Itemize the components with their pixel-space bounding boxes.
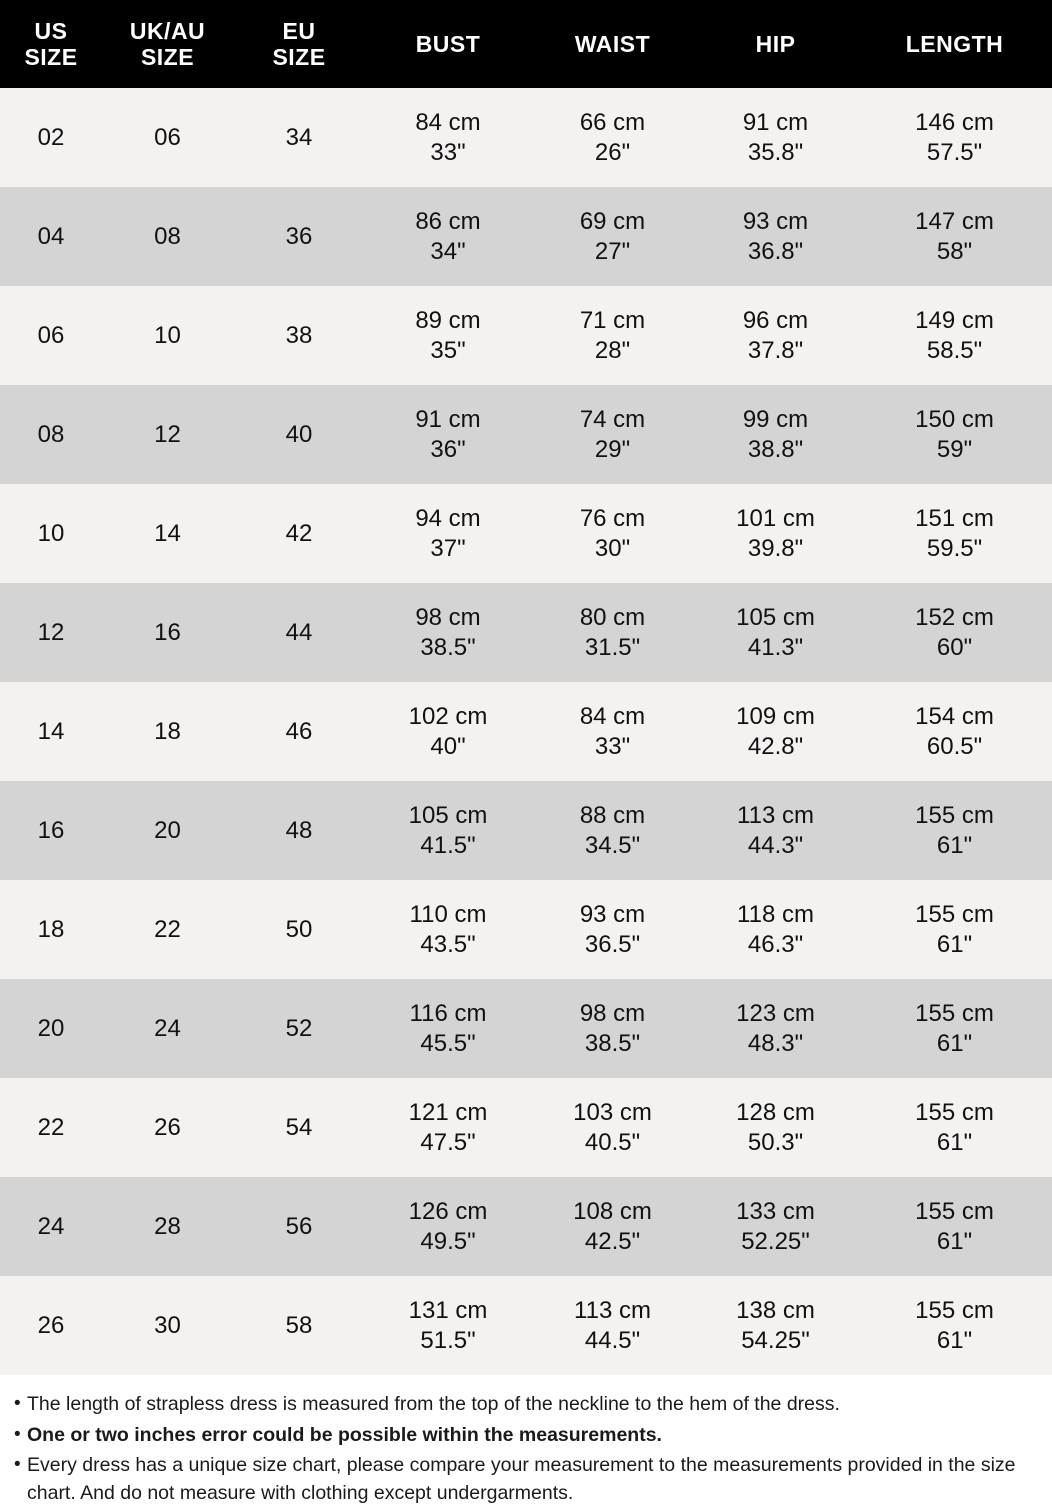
table-row bbox=[0, 682, 1052, 781]
size-cell-us: 08 bbox=[0, 385, 102, 484]
measure-cell-hip-cm: 91 cm bbox=[742, 108, 809, 136]
measure-cell-bust-cm: 105 cm bbox=[408, 801, 488, 829]
measure-cell-length bbox=[857, 187, 1052, 286]
measure-cell-length-cm: 154 cm bbox=[915, 702, 994, 730]
measure-cell-waist bbox=[531, 1276, 694, 1375]
size-cell-eu: 52 bbox=[233, 979, 365, 1078]
measure-cell-waist-in: 29" bbox=[594, 435, 631, 463]
measure-cell-length-cm: 155 cm bbox=[915, 1197, 994, 1225]
measure-cell-hip bbox=[694, 385, 857, 484]
size-cell-us: 22 bbox=[0, 1078, 102, 1177]
column-header-waist: WAIST bbox=[531, 0, 694, 88]
measure-cell-bust-in: 40" bbox=[430, 732, 466, 760]
measure-cell-waist bbox=[531, 583, 694, 682]
measure-cell-hip-in: 41.3" bbox=[747, 633, 804, 661]
measure-cell-hip bbox=[694, 781, 857, 880]
measure-cell-bust-in: 47.5" bbox=[420, 1128, 476, 1156]
size-cell-eu: 54 bbox=[233, 1078, 365, 1177]
measure-cell-length-in: 61" bbox=[936, 831, 973, 859]
measure-cell-length bbox=[857, 682, 1052, 781]
measure-cell-hip bbox=[694, 583, 857, 682]
table-row bbox=[0, 1078, 1052, 1177]
measure-cell-length-in: 61" bbox=[936, 1227, 973, 1255]
measure-cell-length-in: 60.5" bbox=[926, 732, 983, 760]
measure-cell-length-cm: 146 cm bbox=[915, 108, 994, 136]
table-row bbox=[0, 187, 1052, 286]
measure-cell-length-in: 61" bbox=[936, 1128, 973, 1156]
measure-cell-bust-cm: 98 cm bbox=[415, 603, 481, 631]
measure-cell-bust bbox=[365, 1078, 531, 1177]
size-cell-us: 02 bbox=[0, 88, 102, 187]
measure-cell-bust bbox=[365, 88, 531, 187]
measure-cell-bust-in: 33" bbox=[430, 138, 466, 166]
measure-cell-hip-in: 50.3" bbox=[747, 1128, 804, 1156]
measure-cell-waist-cm: 76 cm bbox=[579, 504, 646, 532]
measure-cell-hip-in: 36.8" bbox=[747, 237, 804, 265]
size-cell-us: 20 bbox=[0, 979, 102, 1078]
measure-cell-waist-cm: 93 cm bbox=[579, 900, 646, 928]
table-row bbox=[0, 484, 1052, 583]
measure-cell-length bbox=[857, 1177, 1052, 1276]
header-ukau-line1: UK/AU bbox=[129, 17, 206, 44]
size-cell-eu: 44 bbox=[233, 583, 365, 682]
measure-cell-bust-in: 34" bbox=[430, 237, 466, 265]
measure-cell-hip-in: 39.8" bbox=[747, 534, 804, 562]
measure-cell-bust-cm: 102 cm bbox=[408, 702, 488, 730]
measure-cell-bust bbox=[365, 1177, 531, 1276]
measure-cell-length-cm: 149 cm bbox=[915, 306, 994, 334]
measure-cell-waist-in: 34.5" bbox=[584, 831, 641, 859]
measure-cell-hip bbox=[694, 979, 857, 1078]
measure-cell-bust-in: 35" bbox=[430, 336, 466, 364]
bullet-icon: • bbox=[14, 1423, 21, 1445]
size-cell-ukau: 22 bbox=[102, 880, 233, 979]
measure-cell-length bbox=[857, 583, 1052, 682]
column-header-length: LENGTH bbox=[857, 0, 1052, 88]
size-cell-ukau: 08 bbox=[102, 187, 233, 286]
measure-cell-length bbox=[857, 484, 1052, 583]
size-cell-eu: 42 bbox=[233, 484, 365, 583]
size-cell-ukau: 18 bbox=[102, 682, 233, 781]
measure-cell-hip-in: 48.3" bbox=[747, 1029, 804, 1057]
measure-cell-bust-cm: 126 cm bbox=[408, 1197, 488, 1225]
measure-cell-bust-in: 45.5" bbox=[420, 1029, 476, 1057]
measure-cell-bust-cm: 94 cm bbox=[415, 504, 481, 532]
measure-cell-length-in: 59" bbox=[936, 435, 973, 463]
bullet-icon: • bbox=[14, 1393, 21, 1414]
measure-cell-hip-cm: 133 cm bbox=[736, 1197, 815, 1225]
measure-cell-hip bbox=[694, 682, 857, 781]
measure-cell-bust bbox=[365, 682, 531, 781]
measure-cell-waist-cm: 80 cm bbox=[579, 603, 646, 631]
measure-cell-waist-in: 33" bbox=[594, 732, 631, 760]
size-cell-us: 14 bbox=[0, 682, 102, 781]
size-cell-ukau: 30 bbox=[102, 1276, 233, 1375]
measure-cell-length-in: 60" bbox=[936, 633, 973, 661]
measure-cell-waist-in: 38.5" bbox=[584, 1029, 641, 1057]
measure-cell-length bbox=[857, 880, 1052, 979]
measure-cell-bust-cm: 84 cm bbox=[415, 108, 481, 136]
measure-cell-hip-in: 52.25" bbox=[741, 1227, 810, 1255]
measure-cell-hip bbox=[694, 880, 857, 979]
measure-cell-length bbox=[857, 1276, 1052, 1375]
measure-cell-length bbox=[857, 88, 1052, 187]
header-eu-line2: SIZE bbox=[272, 44, 326, 70]
measure-cell-bust-in: 41.5" bbox=[420, 831, 476, 859]
measure-cell-bust bbox=[365, 880, 531, 979]
measure-cell-waist-in: 36.5" bbox=[584, 930, 641, 958]
measure-cell-bust bbox=[365, 1276, 531, 1375]
measure-cell-waist-cm: 113 cm bbox=[574, 1296, 651, 1324]
column-header-hip: HIP bbox=[694, 0, 857, 88]
measure-cell-bust-cm: 86 cm bbox=[415, 207, 481, 235]
measure-cell-waist bbox=[531, 187, 694, 286]
measure-cell-waist bbox=[531, 682, 694, 781]
size-cell-ukau: 14 bbox=[102, 484, 233, 583]
header-eu-line1: EU bbox=[282, 17, 316, 44]
measure-cell-waist bbox=[531, 88, 694, 187]
measure-cell-hip-cm: 113 cm bbox=[737, 801, 814, 829]
size-cell-ukau: 16 bbox=[102, 583, 233, 682]
measure-cell-hip-in: 42.8" bbox=[747, 732, 804, 760]
measure-cell-waist-in: 40.5" bbox=[584, 1128, 641, 1156]
table-row bbox=[0, 1177, 1052, 1276]
size-cell-ukau: 28 bbox=[102, 1177, 233, 1276]
measure-cell-hip-in: 44.3" bbox=[747, 831, 804, 859]
measure-cell-waist bbox=[531, 1177, 694, 1276]
table-row bbox=[0, 88, 1052, 187]
measure-cell-hip-cm: 93 cm bbox=[742, 207, 809, 235]
size-cell-ukau: 12 bbox=[102, 385, 233, 484]
measure-cell-hip-cm: 99 cm bbox=[742, 405, 809, 433]
size-cell-ukau: 10 bbox=[102, 286, 233, 385]
size-cell-eu: 40 bbox=[233, 385, 365, 484]
header-ukau-line2: SIZE bbox=[140, 44, 195, 70]
note-item bbox=[14, 1422, 1038, 1450]
note-text: One or two inches error could be possible within the measurements. bbox=[27, 1423, 662, 1446]
measure-cell-waist-cm: 66 cm bbox=[579, 108, 646, 136]
size-cell-us: 16 bbox=[0, 781, 102, 880]
table-row bbox=[0, 385, 1052, 484]
measure-cell-hip bbox=[694, 1276, 857, 1375]
table-row bbox=[0, 979, 1052, 1078]
measure-cell-length-cm: 155 cm bbox=[915, 1098, 994, 1126]
measure-cell-waist-in: 31.5" bbox=[584, 633, 641, 661]
size-cell-eu: 56 bbox=[233, 1177, 365, 1276]
measure-cell-length-in: 58.5" bbox=[926, 336, 983, 364]
measure-cell-bust-cm: 91 cm bbox=[415, 405, 481, 433]
measure-cell-length-cm: 155 cm bbox=[915, 1296, 994, 1324]
measure-cell-hip-cm: 101 cm bbox=[736, 504, 815, 532]
size-cell-us: 18 bbox=[0, 880, 102, 979]
measure-cell-length-in: 61" bbox=[936, 930, 973, 958]
measure-cell-bust-cm: 110 cm bbox=[409, 900, 487, 928]
size-cell-ukau: 26 bbox=[102, 1078, 233, 1177]
measure-cell-waist-cm: 88 cm bbox=[579, 801, 646, 829]
measure-cell-length-in: 61" bbox=[936, 1326, 973, 1354]
measure-cell-hip-in: 38.8" bbox=[747, 435, 804, 463]
table-row bbox=[0, 583, 1052, 682]
measure-cell-hip-cm: 96 cm bbox=[742, 306, 809, 334]
measure-cell-length-in: 57.5" bbox=[926, 138, 983, 166]
notes-section bbox=[0, 1375, 1052, 1508]
measure-cell-hip bbox=[694, 88, 857, 187]
measure-cell-length-cm: 155 cm bbox=[915, 900, 994, 928]
measure-cell-hip bbox=[694, 286, 857, 385]
measure-cell-hip-cm: 128 cm bbox=[736, 1098, 815, 1126]
measure-cell-length bbox=[857, 781, 1052, 880]
measure-cell-hip bbox=[694, 1177, 857, 1276]
measure-cell-length-cm: 155 cm bbox=[915, 801, 994, 829]
size-cell-ukau: 20 bbox=[102, 781, 233, 880]
table-row bbox=[0, 1276, 1052, 1375]
measure-cell-waist-cm: 108 cm bbox=[573, 1197, 652, 1225]
measure-cell-hip-in: 54.25" bbox=[741, 1326, 810, 1354]
size-cell-us: 12 bbox=[0, 583, 102, 682]
table-header bbox=[0, 0, 1052, 88]
measure-cell-bust-in: 38.5" bbox=[420, 633, 476, 661]
table-body bbox=[0, 88, 1052, 1375]
size-cell-us: 04 bbox=[0, 187, 102, 286]
measure-cell-length-cm: 155 cm bbox=[915, 999, 994, 1027]
measure-cell-waist bbox=[531, 1078, 694, 1177]
measure-cell-hip-cm: 105 cm bbox=[736, 603, 815, 631]
measure-cell-hip-in: 37.8" bbox=[747, 336, 804, 364]
size-cell-us: 10 bbox=[0, 484, 102, 583]
size-cell-us: 26 bbox=[0, 1276, 102, 1375]
size-cell-eu: 58 bbox=[233, 1276, 365, 1375]
measure-cell-length bbox=[857, 1078, 1052, 1177]
measure-cell-length bbox=[857, 385, 1052, 484]
measure-cell-waist-cm: 103 cm bbox=[573, 1098, 652, 1126]
measure-cell-bust-cm: 116 cm bbox=[409, 999, 487, 1027]
measure-cell-waist bbox=[531, 781, 694, 880]
header-row bbox=[0, 0, 1052, 88]
measure-cell-hip-cm: 109 cm bbox=[736, 702, 815, 730]
measure-cell-length-cm: 147 cm bbox=[915, 207, 994, 235]
measure-cell-bust-in: 37" bbox=[430, 534, 466, 562]
measure-cell-bust-cm: 89 cm bbox=[415, 306, 481, 334]
measure-cell-hip bbox=[694, 1078, 857, 1177]
measure-cell-hip bbox=[694, 484, 857, 583]
measure-cell-bust-in: 43.5" bbox=[420, 930, 476, 958]
measure-cell-waist bbox=[531, 484, 694, 583]
note-text: The length of strapless dress is measured from the top of the neckline to the hem of the dress. bbox=[27, 1393, 840, 1415]
measure-cell-bust bbox=[365, 583, 531, 682]
size-cell-eu: 46 bbox=[233, 682, 365, 781]
measure-cell-hip-cm: 118 cm bbox=[737, 900, 814, 928]
measure-cell-length-in: 59.5" bbox=[926, 534, 983, 562]
measure-cell-waist-cm: 84 cm bbox=[579, 702, 646, 730]
measure-cell-waist bbox=[531, 979, 694, 1078]
measure-cell-bust bbox=[365, 484, 531, 583]
measure-cell-waist-in: 28" bbox=[594, 336, 631, 364]
size-cell-eu: 48 bbox=[233, 781, 365, 880]
measure-cell-waist-cm: 71 cm bbox=[579, 306, 646, 334]
bullet-icon: • bbox=[14, 1454, 21, 1476]
measure-cell-hip-cm: 123 cm bbox=[736, 999, 815, 1027]
column-header-bust: BUST bbox=[365, 0, 531, 88]
measure-cell-waist-in: 30" bbox=[594, 534, 631, 562]
measure-cell-bust bbox=[365, 979, 531, 1078]
measure-cell-bust bbox=[365, 385, 531, 484]
measure-cell-waist-in: 42.5" bbox=[584, 1227, 641, 1255]
measure-cell-bust-in: 36" bbox=[430, 435, 466, 463]
measure-cell-waist-in: 27" bbox=[594, 237, 631, 265]
size-cell-us: 24 bbox=[0, 1177, 102, 1276]
measure-cell-bust-in: 49.5" bbox=[420, 1227, 476, 1255]
measure-cell-waist-cm: 98 cm bbox=[579, 999, 646, 1027]
table-row bbox=[0, 286, 1052, 385]
measure-cell-bust bbox=[365, 187, 531, 286]
column-header-eu-size bbox=[233, 0, 365, 88]
size-cell-eu: 50 bbox=[233, 880, 365, 979]
measure-cell-length-cm: 152 cm bbox=[915, 603, 994, 631]
header-us-line2: SIZE bbox=[24, 44, 78, 70]
measure-cell-waist-in: 26" bbox=[594, 138, 631, 166]
table-row bbox=[0, 880, 1052, 979]
column-header-ukau-size bbox=[102, 0, 233, 88]
column-header-us-size bbox=[0, 0, 102, 88]
measure-cell-waist bbox=[531, 880, 694, 979]
measure-cell-length-in: 61" bbox=[936, 1029, 973, 1057]
measure-cell-hip-in: 46.3" bbox=[747, 930, 804, 958]
note-item bbox=[14, 1391, 1038, 1419]
measure-cell-waist-in: 44.5" bbox=[584, 1326, 641, 1354]
measure-cell-length-cm: 150 cm bbox=[915, 405, 994, 433]
size-cell-eu: 34 bbox=[233, 88, 365, 187]
measure-cell-hip bbox=[694, 187, 857, 286]
measure-cell-bust-cm: 131 cm bbox=[408, 1296, 488, 1324]
measure-cell-bust bbox=[365, 781, 531, 880]
note-text: Every dress has a unique size chart, please compare your measurement to the measurements provided in the size chart. And do not measure with clothing except undergarments. bbox=[27, 1454, 1016, 1505]
measure-cell-length bbox=[857, 286, 1052, 385]
size-cell-us: 06 bbox=[0, 286, 102, 385]
size-cell-ukau: 06 bbox=[102, 88, 233, 187]
size-cell-eu: 36 bbox=[233, 187, 365, 286]
measure-cell-waist bbox=[531, 385, 694, 484]
header-us-line1: US bbox=[34, 17, 68, 44]
measure-cell-bust-in: 51.5" bbox=[420, 1326, 476, 1354]
measure-cell-bust-cm: 121 cm bbox=[408, 1098, 488, 1126]
table-row bbox=[0, 781, 1052, 880]
measure-cell-length bbox=[857, 979, 1052, 1078]
measure-cell-hip-in: 35.8" bbox=[747, 138, 804, 166]
measure-cell-bust bbox=[365, 286, 531, 385]
note-item bbox=[14, 1452, 1038, 1507]
measure-cell-waist-cm: 69 cm bbox=[579, 207, 646, 235]
size-cell-ukau: 24 bbox=[102, 979, 233, 1078]
measure-cell-hip-cm: 138 cm bbox=[736, 1296, 815, 1324]
measure-cell-length-cm: 151 cm bbox=[915, 504, 994, 532]
measure-cell-waist bbox=[531, 286, 694, 385]
size-cell-eu: 38 bbox=[233, 286, 365, 385]
measure-cell-length-in: 58" bbox=[936, 237, 973, 265]
measure-cell-waist-cm: 74 cm bbox=[579, 405, 646, 433]
